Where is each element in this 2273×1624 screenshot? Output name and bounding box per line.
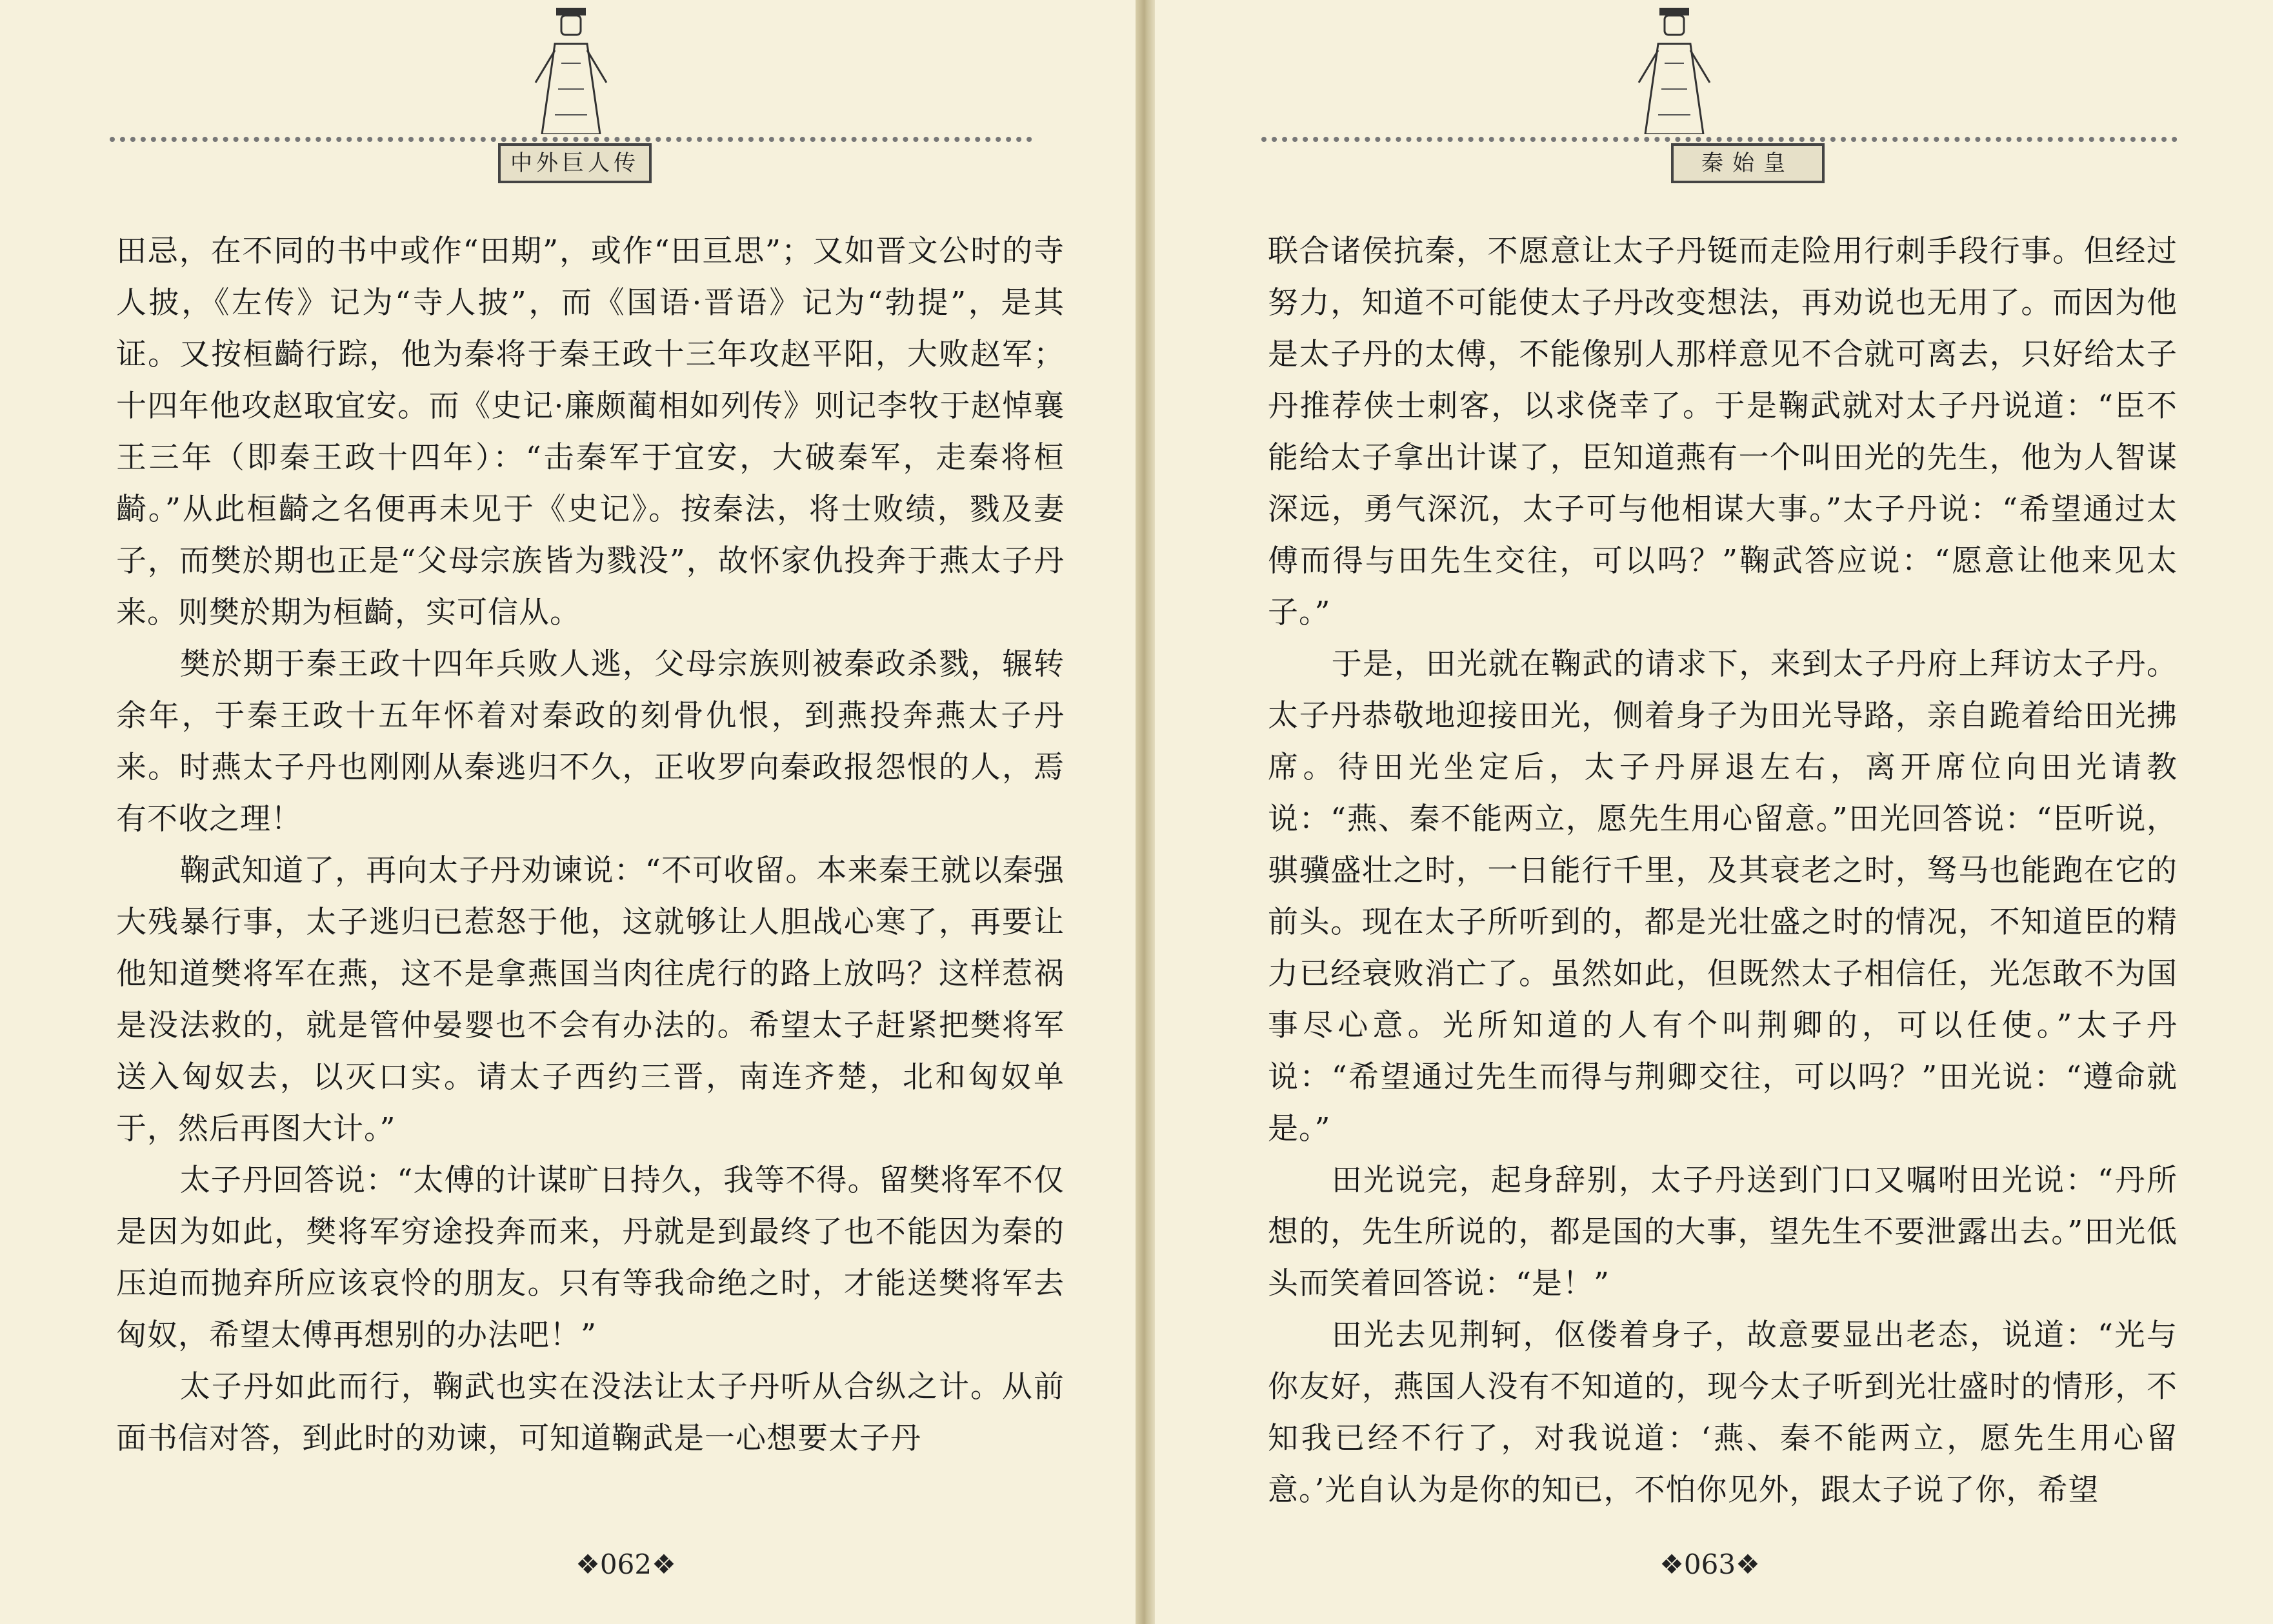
header-dotted-rule — [1261, 137, 2178, 142]
header-label: 秦始皇 — [1671, 143, 1825, 183]
page-number: ❖063❖ — [1659, 1549, 1760, 1580]
paragraph: 太子丹回答说：“太傅的计谋旷日持久，我等不得。留樊将军不仅是因为如此，樊将军穷途投奔而来，丹就是到最终了也不能因为秦的压迫而抛弃所应该哀怜的朋友。只有等我命绝之时，才能送樊将军去匈奴，希望太傅再想别的办法吧！” — [116, 1163, 1065, 1353]
paragraph: 田光去见荆轲，伛偻着身子，故意要显出老态，说道：“光与你友好，燕国人没有不知道的，现今太子听到光壮盛时的情形，不知我已经不行了，对我说道：‘燕、秦不能两立，愿先生用心留意。’光自认为是你的知已，不怕你见外，跟太子说了你，希望 — [1268, 1318, 2178, 1508]
book-gutter — [1136, 0, 1155, 1624]
header-dotted-rule — [110, 137, 1032, 142]
paragraph: 联合诸侯抗秦，不愿意让太子丹铤而走险用行刺手段行事。但经过努力，知道不可能使太子丹改变想法，再劝说也无用了。而因为他是太子丹的太傅，不能像别人那样意见不合就可离去，只好给太子丹推荐侠士刺客，以求侥幸了。于是鞠武就对太子丹说道：“臣不能给太子拿出计谋了，臣知道燕有一个叫田光的先生，他为人智谋深远，勇气深沉，太子可与他相谋大事。”太子丹说：“希望通过太傅而得与田先生交往，可以吗？”鞠武答应说：“愿意让他来见太子。” — [1268, 234, 2178, 630]
paragraph: 樊於期于秦王政十四年兵败人逃，父母宗族则被秦政杀戮，辗转余年，于秦王政十五年怀着对秦政的刻骨仇恨，到燕投奔燕太子丹来。时燕太子丹也刚刚从秦逃归不久，正收罗向秦政报怨恨的人，焉有不收之理！ — [116, 647, 1065, 837]
left-body-text — [116, 226, 1065, 1465]
page-number: ❖062❖ — [576, 1549, 676, 1580]
left-page — [0, 0, 1136, 1624]
right-body-text — [1268, 226, 2178, 1516]
paragraph: 田忌，在不同的书中或作“田期”，或作“田亘思”；又如晋文公时的寺人披，《左传》记为“寺人披”，而《国语·晋语》记为“勃提”，是其证。又按桓齮行踪，他为秦将于秦王政十三年攻赵平阳，大败赵军；十四年他攻赵取宜安。而《史记·廉颇蔺相如列传》则记李牧于赵悼襄王三年（即秦王政十四年）：“击秦军于宜安，大破秦军，走秦将桓齮。”从此桓齮之名便再未见于《史记》。按秦法，将士败绩，戮及妻子，而樊於期也正是“父母宗族皆为戮没”，故怀家仇投奔于燕太子丹来。则樊於期为桓齮，实可信从。 — [116, 234, 1065, 630]
paragraph: 鞠武知道了，再向太子丹劝谏说：“不可收留。本来秦王就以秦强大残暴行事，太子逃归已惹怒于他，这就够让人胆战心寒了，再要让他知道樊将军在燕，这不是拿燕国当肉往虎行的路上放吗？这样惹祸是没法救的，就是管仲晏婴也不会有办法的。希望太子赶紧把樊将军送入匈奴去，以灭口实。请太子西约三晋，南连齐楚，北和匈奴单于，然后再图大计。” — [116, 853, 1065, 1147]
right-page — [1155, 0, 2273, 1624]
paragraph: 于是，田光就在鞠武的请求下，来到太子丹府上拜访太子丹。太子丹恭敬地迎接田光，侧着身子为田光导路，亲自跪着给田光拂席。待田光坐定后，太子丹屏退左右，离开席位向田光请教说：“燕、秦不能两立，愿先生用心留意。”田光回答说：“臣听说，骐骥盛壮之时，一日能行千里，及其衰老之时，驽马也能跑在它的前头。现在太子所听到的，都是光壮盛之时的情况，不知道臣的精力已经衰败消亡了。虽然如此，但既然太子相信任，光怎敢不为国事尽心意。光所知道的人有个叫荆卿的，可以任使。”太子丹说：“希望通过先生而得与荆卿交往，可以吗？”田光说：“遵命就是。” — [1268, 647, 2178, 1147]
paragraph: 太子丹如此而行，鞠武也实在没法让太子丹听从合纵之计。从前面书信对答，到此时的劝谏，可知道鞠武是一心想要太子丹 — [116, 1369, 1065, 1456]
emperor-figure-illustration — [1619, 5, 1729, 134]
emperor-figure-illustration — [516, 5, 626, 134]
header-label: 中外巨人传 — [498, 143, 652, 183]
paragraph: 田光说完，起身辞别，太子丹送到门口又嘱咐田光说：“丹所想的，先生所说的，都是国的大事，望先生不要泄露出去。”田光低头而笑着回答说：“是！” — [1268, 1163, 2178, 1301]
